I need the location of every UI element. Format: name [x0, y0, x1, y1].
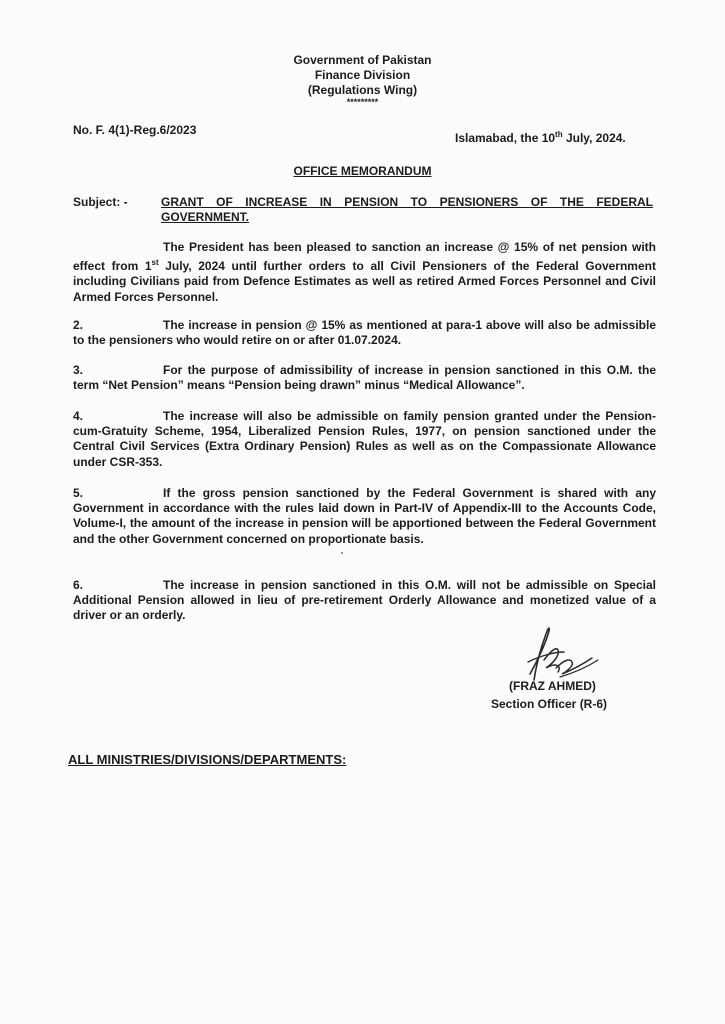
signatory-title: Section Officer (R-6): [491, 697, 608, 711]
paragraph-3-number: 3.: [73, 363, 84, 377]
subject-text: GRANT OF INCREASE IN PENSION TO PENSIONERS OF THE FEDERAL GOVERNMENT.: [161, 195, 653, 224]
paragraph-5: [73, 486, 656, 547]
memo-title: OFFICE MEMORANDUM: [293, 164, 432, 178]
paragraph-6: [73, 578, 656, 624]
division-line: Finance Division: [314, 68, 411, 82]
paragraph-6-text: The increase in pension sanctioned in this O.M. will not be admissible on Special Additional Pension allowed in lieu of pre-retirement Orderly Allowance and monetized value of a driver or an orderly.: [73, 578, 656, 623]
paragraph-5-text: If the gross pension sanctioned by the Federal Government is shared with any Government in accordance with the rules laid down in Part-IV of Appendix-III to the Accounts Code, Volume-I, the amount of the increase in pension will be apportioned between the Federal Government and the other Government concerned on proportionate basis.: [73, 486, 656, 546]
date-superscript: th: [555, 130, 563, 139]
wing-line: (Regulations Wing): [307, 83, 418, 97]
handwritten-signature: [500, 622, 610, 684]
issue-date: [455, 130, 626, 145]
memo-title-wrap: [0, 164, 725, 178]
reference-number: No. F. 4(1)-Reg.6/2023: [73, 123, 197, 137]
addressee: ALL MINISTRIES/DIVISIONS/DEPARTMENTS:: [68, 752, 347, 767]
paragraph-1-part2: July, 2024 until further orders to all Civil Pensioners of the Federal Government including Civilians paid from Defence Estimates as well as retired Armed Forces Personnel and Civil Armed Forces Personnel.: [73, 259, 656, 304]
paragraph-3-text: For the purpose of admissibility of increase in pension sanctioned in this O.M. the term “Net Pension” means “Pension being drawn” minus “Medical Allowance”.: [73, 363, 656, 393]
signatory-name: (FRAZ AHMED): [509, 679, 596, 693]
paragraph-3: [73, 363, 656, 393]
subject-label: Subject: -: [73, 195, 128, 209]
paragraph-1: [73, 240, 656, 305]
date-suffix: July, 2024.: [562, 131, 626, 145]
paragraph-1-part1: The President has been pleased to sanction an increase @ 15% of net pension with effect from 1: [73, 240, 656, 274]
paragraph-4: [73, 409, 656, 470]
paragraph-5-number: 5.: [73, 486, 84, 500]
date-prefix: Islamabad, the 10: [455, 131, 556, 145]
paragraph-2-text: The increase in pension @ 15% as mentioned at para-1 above will also be admissible to the pensioners who would retire on or after 01.07.2024.: [73, 318, 656, 348]
paragraph-1-superscript: st: [151, 258, 159, 268]
paragraph-4-number: 4.: [73, 409, 84, 423]
paragraph-2-number: 2.: [73, 318, 84, 332]
stars-divider: *********: [346, 97, 379, 107]
scan-speck: [341, 552, 343, 554]
paragraph-4-text: The increase will also be admissible on family pension granted under the Pension-cum-Gratuity Scheme, 1954, Liberalized Pension Rules, 1977, on pension sanctioned under the Central Civil Services (Extra Ordinary Pension) Rules as well as on the Compassionate Allowance under CSR-353.: [73, 409, 656, 469]
government-line: Government of Pakistan: [293, 53, 432, 67]
letterhead: [0, 53, 725, 107]
paragraph-6-number: 6.: [73, 578, 84, 592]
paragraph-2: [73, 318, 656, 348]
